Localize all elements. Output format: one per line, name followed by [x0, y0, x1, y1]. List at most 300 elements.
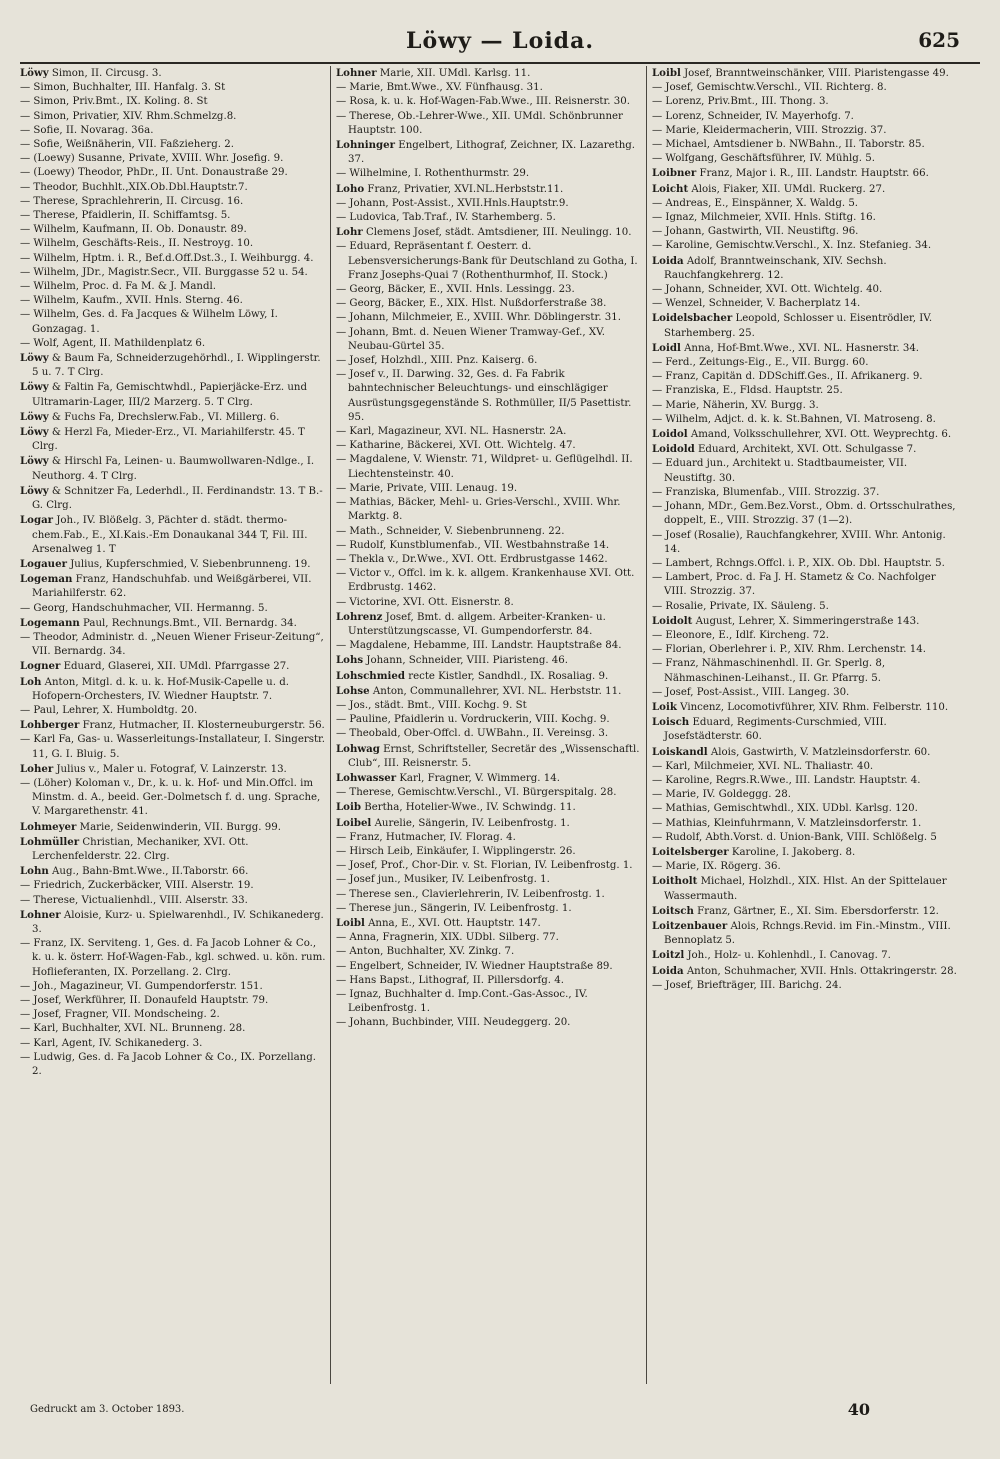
entry-surname: Loh — [20, 675, 42, 688]
directory-entry — [20, 110, 326, 124]
directory-entry — [652, 413, 958, 427]
directory-entry — [652, 110, 958, 124]
entry-text: — Therese jun., Sängerin, IV. Leibenfrostg. 1. — [336, 902, 572, 914]
entry-text: — Ferd., Zeitungs-Eig., E., VII. Burgg. 60. — [652, 357, 869, 369]
directory-entry — [652, 384, 958, 398]
directory-entry — [652, 152, 958, 166]
entry-text: — Ludwig, Ges. d. Fa Jacob Lohner & Co., IX. Porzellang. 2. — [20, 1051, 316, 1078]
directory-entry — [336, 326, 642, 354]
directory-entry — [336, 66, 642, 81]
entry-text: — Rudolf, Abth.Vorst. d. Union-Bank, VIII. Schlößelg. 5 — [652, 831, 937, 843]
directory-entry — [20, 223, 326, 237]
directory-entry — [336, 800, 642, 815]
directory-entry — [652, 370, 958, 384]
entry-text: recte Kistler, Sandhdl., IX. Rosaliag. 9. — [408, 670, 609, 682]
directory-entry — [652, 66, 958, 81]
entry-surname: Loida — [652, 254, 684, 267]
entry-surname: Lohmeyer — [20, 820, 77, 833]
directory-entry — [336, 525, 642, 539]
directory-entry — [652, 948, 958, 963]
directory-entry — [652, 760, 958, 774]
entry-text: — Rosa, k. u. k. Hof-Wagen-Fab.Wwe., III. Reisnerstr. 30. — [336, 96, 630, 108]
directory-entry — [20, 308, 326, 336]
entry-text: — Josef jun., Musiker, IV. Leibenfrostg. 1. — [336, 874, 550, 886]
entry-text: — Therese, Victualienhdl., VIII. Alserstr. 33. — [20, 894, 248, 906]
directory-entry — [20, 1051, 326, 1079]
directory-entry — [20, 733, 326, 761]
signature-mark: 40 — [847, 1400, 870, 1419]
entry-text: — Josef v., II. Darwing. 32, Ges. d. Fa Fabrik bahntechnischer Beleuchtungs- und einschlägiger Ausrüstungsgegenstände S. Rothmüller, II/5 Pasettistr. 95. — [336, 369, 632, 423]
directory-entry — [20, 513, 326, 557]
print-date: Gedruckt am 3. October 1893. — [30, 1404, 185, 1415]
entry-surname: Lohner — [20, 908, 61, 921]
entry-text: & Herzl Fa, Mieder-Erz., VI. Mariahilferstr. 45. T Clrg. — [32, 427, 305, 453]
directory-entry — [652, 874, 958, 903]
directory-entry — [336, 1016, 642, 1030]
entry-text: — Karl, Buchhalter, XVI. NL. Brunneng. 28. — [20, 1023, 246, 1035]
directory-entry — [652, 211, 958, 225]
entry-text: — Katharine, Bäckerei, XVI. Ott. Wichtelg. 47. — [336, 440, 576, 452]
entry-text: — Josef, Fragner, VII. Mondscheing. 2. — [20, 1009, 220, 1021]
directory-entry — [20, 209, 326, 223]
entry-surname: Loibl — [652, 67, 681, 79]
entry-text: — Wilhelm, Hptm. i. R., Bef.d.Off.Dst.3., I. Weihburgg. 4. — [20, 252, 314, 264]
directory-entry — [652, 427, 958, 442]
directory-entry — [336, 699, 642, 713]
directory-entry — [20, 557, 326, 572]
entry-text: — Friedrich, Zuckerbäcker, VIII. Alserstr. 19. — [20, 880, 254, 892]
entry-text: — Wenzel, Schneider, V. Bacherplatz 14. — [652, 298, 861, 310]
entry-text: August, Lehrer, X. Simmeringerstraße 143. — [695, 615, 920, 627]
directory-entry — [652, 529, 958, 557]
entry-surname: Loidl — [652, 341, 681, 354]
directory-entry — [652, 557, 958, 571]
directory-entry — [652, 81, 958, 95]
column-3 — [652, 66, 958, 1384]
directory-entry — [20, 820, 326, 835]
entry-text: — Eduard, Repräsentant f. Oesterr. d. Lebensversicherungs-Bank für Deutschland zu Gotha, I. Franz Josephs-Quai 7 (Rothenthurmhof, II. Stock.) — [336, 241, 638, 281]
directory-entry — [336, 81, 642, 95]
directory-entry — [652, 629, 958, 643]
entry-text: Alois, Gastwirth, V. Matzleinsdorferstr. 60. — [710, 746, 931, 758]
entry-surname: Loibel — [336, 816, 372, 829]
entry-surname: Logner — [20, 660, 61, 673]
entry-surname: Loibl — [336, 916, 365, 929]
directory-entry — [336, 425, 642, 439]
directory-entry — [652, 657, 958, 685]
entry-surname: Logar — [20, 514, 54, 527]
entry-text: Aug., Bahn-Bmt.Wwe., II.Taborstr. 66. — [52, 866, 249, 878]
entry-text: Franz, Hutmacher, II. Klosterneuburgerstr. 56. — [82, 720, 325, 732]
directory-entry — [652, 442, 958, 457]
entry-text: — Theodor, Administr. d. „Neuen Wiener Friseur-Zeitung“, VII. Bernardg. 34. — [20, 631, 324, 658]
entry-surname: Loho — [336, 182, 365, 195]
entry-text: — Josef, Post-Assist., VIII. Langeg. 30. — [652, 686, 850, 698]
entry-surname: Loitholt — [652, 875, 698, 888]
directory-entry — [20, 572, 326, 601]
directory-entry — [652, 283, 958, 297]
directory-entry — [336, 95, 642, 109]
entry-text: — Theodor, Buchhlt.,XIX.Ob.Dbl.Hauptstr.7. — [20, 181, 248, 193]
entry-text: — Hirsch Leib, Einkäufer, I. Wipplingerstr. 26. — [336, 845, 576, 857]
entry-text: — Wilhelm, Kaufm., XVII. Hnls. Sterng. 46. — [20, 295, 243, 307]
directory-entry — [336, 138, 642, 167]
entry-text: — Sofie, Weißnäherin, VII. Faßzieherg. 2. — [20, 139, 234, 151]
directory-entry — [20, 237, 326, 251]
entry-text: Marie, Seidenwinderin, VII. Burgg. 99. — [79, 821, 281, 833]
directory-entry — [652, 802, 958, 816]
directory-entry — [20, 1008, 326, 1022]
entry-text: — Karoline, Gemischtw.Verschl., X. Inz. Stefanieg. 34. — [652, 240, 932, 252]
entry-text: — Wilhelm, Ges. d. Fa Jacques & Wilhelm Löwy, I. Gonzagag. 1. — [20, 309, 278, 335]
entry-text: — Hans Bapst., Lithograf, II. Pillersdorfg. 4. — [336, 974, 564, 986]
entry-surname: Löwy — [20, 67, 49, 79]
entry-surname: Loiskandl — [652, 745, 708, 758]
directory-entry — [336, 482, 642, 496]
entry-surname: Lohwasser — [336, 771, 397, 784]
directory-entry — [652, 239, 958, 253]
entry-text: — Wolfgang, Geschäftsführer, IV. Mühlg. 5. — [652, 153, 875, 165]
entry-text: — Georg, Bäcker, E., XVII. Hnls. Lessingg. 23. — [336, 284, 575, 296]
directory-entry — [652, 788, 958, 802]
directory-entry — [652, 904, 958, 919]
entry-surname: Lohse — [336, 684, 370, 697]
directory-entry — [336, 816, 642, 831]
directory-entry — [336, 873, 642, 887]
directory-entry — [20, 1037, 326, 1051]
entry-text: — Mathias, Bäcker, Mehl- u. Gries-Verschl., XVIII. Whr. Marktg. 8. — [336, 497, 621, 523]
entry-text: — Karl, Magazineur, XVI. NL. Hasnerstr. 2A. — [336, 426, 567, 438]
directory-entry — [336, 553, 642, 567]
header-rule — [20, 62, 980, 64]
entry-text: Alois, Rchngs.Revid. im Fin.-Minstm., VIII. Bennoplatz 5. — [664, 920, 951, 947]
directory-entry — [336, 453, 642, 481]
entry-text: — Anton, Buchhalter, XV. Zinkg. 7. — [336, 946, 515, 958]
entry-text: Franz, Major i. R., III. Landstr. Hauptstr. 66. — [699, 168, 929, 180]
entry-text: Julius, Kupferschmied, V. Siebenbrunneng. 19. — [70, 558, 311, 570]
page-title: Löwy — Loida. — [406, 28, 594, 54]
directory-entry — [336, 197, 642, 211]
entry-text: — Ludovica, Tab.Traf., IV. Starhemberg. 5. — [336, 212, 556, 224]
entry-text: — Johann, Buchbinder, VIII. Neudeggerg. 20. — [336, 1017, 571, 1029]
entry-text: Paul, Rechnungs.Bmt., VII. Bernardg. 34. — [83, 617, 297, 629]
directory-entry — [20, 351, 326, 380]
directory-entry — [336, 831, 642, 845]
directory-entry — [652, 399, 958, 413]
entry-text: — Math., Schneider, V. Siebenbrunneng. 22. — [336, 525, 565, 537]
entry-surname: Loib — [336, 801, 361, 814]
directory-entry — [336, 713, 642, 727]
entry-text: — Mathias, Kleinfuhrmann, V. Matzleinsdorferstr. 1. — [652, 817, 922, 829]
directory-entry — [336, 916, 642, 931]
entry-text: Bertha, Hotelier-Wwe., IV. Schwindg. 11. — [364, 802, 576, 814]
entry-surname: Lohrenz — [336, 610, 383, 623]
entry-text: — Simon, Priv.Bmt., IX. Koling. 8. St — [20, 96, 208, 108]
directory-entry — [336, 902, 642, 916]
entry-surname: Lohs — [336, 654, 364, 667]
entry-text: — Wilhelm, Proc. d. Fa M. & J. Mandl. — [20, 281, 217, 293]
entry-text: — Wilhelm, Geschäfts-Reis., II. Nestroyg. 10. — [20, 238, 254, 250]
entry-text: — Thekla v., Dr.Wwe., XVI. Ott. Erdbrustgasse 1462. — [336, 553, 608, 565]
entry-text: & Baum Fa, Schneiderzugehörhdl., I. Wipplingerstr. 5 u. 7. T Clrg. — [32, 353, 321, 379]
entry-text: — Paul, Lehrer, X. Humboldtg. 20. — [20, 704, 198, 716]
directory-entry — [20, 718, 326, 733]
entry-text: Clemens Josef, städt. Amtsdiener, III. Neulingg. 10. — [365, 227, 632, 239]
directory-entry — [20, 675, 326, 704]
entry-text: — Ignaz, Buchhalter d. Imp.Cont.-Gas-Assoc., IV. Leibenfrostg. 1. — [336, 989, 588, 1015]
directory-entry — [20, 835, 326, 864]
entry-text: — Johann, Bmt. d. Neuen Wiener Tramway-Gef., XV. Neubau-Gürtel 35. — [336, 326, 605, 352]
directory-entry — [336, 653, 642, 668]
directory-entry — [652, 254, 958, 283]
directory-entry — [336, 988, 642, 1016]
directory-entry — [20, 454, 326, 483]
entry-text: — Marie, Kleidermacherin, VIII. Strozzig. 37. — [652, 124, 887, 136]
entry-text: — Wilhelmine, I. Rothenthurmstr. 29. — [336, 168, 530, 180]
directory-entry — [336, 859, 642, 873]
entry-text: & Fuchs Fa, Drechslerw.Fab., VI. Millerg. 6. — [51, 411, 280, 423]
entry-text: & Faltin Fa, Gemischtwhdl., Papierjäcke-Erz. und Ultramarin-Lager, III/2 Marzerg. 5. T Clrg. — [32, 382, 307, 408]
directory-entry — [652, 686, 958, 700]
directory-entry — [652, 182, 958, 197]
directory-entry — [336, 225, 642, 240]
directory-entry — [652, 774, 958, 788]
directory-entry — [20, 337, 326, 351]
directory-entry — [652, 571, 958, 599]
entry-surname: Loitsch — [652, 904, 694, 917]
directory-entry — [20, 124, 326, 138]
entry-surname: Löwy — [20, 352, 49, 365]
entry-text: — Wolf, Agent, II. Mathildenplatz 6. — [20, 337, 206, 349]
entry-surname: Lohner — [336, 67, 377, 79]
directory-entry — [652, 225, 958, 239]
entry-text: — Lambert, Rchngs.Offcl. i. P., XIX. Ob. Dbl. Hauptstr. 5. — [652, 557, 945, 569]
entry-text: — Marie, IV. Goldeggg. 28. — [652, 789, 791, 801]
entry-text: Anna, Hof-Bmt.Wwe., XVI. NL. Hasnerstr. 34. — [684, 342, 920, 354]
entry-text: — Rosalie, Private, IX. Säuleng. 5. — [652, 600, 829, 612]
entry-text: Josef, Branntweinschänker, VIII. Piaristengasse 49. — [684, 68, 949, 79]
directory-entry — [336, 727, 642, 741]
entry-text: Michael, Holzhdl., XIX. Hlst. An der Spittelauer Wassermauth. — [664, 876, 947, 902]
directory-entry — [336, 669, 642, 684]
directory-entry — [20, 294, 326, 308]
directory-entry — [652, 311, 958, 340]
entry-text: Alois, Fiaker, XII. UMdl. Ruckerg. 27. — [691, 183, 886, 195]
directory-entry — [20, 864, 326, 879]
entry-text: — (Löher) Koloman v., Dr., k. u. k. Hof- und Min.Offcl. im Minstm. d. A., beeid. Ger.-Dolmetsch f. d. ung. Sprache, V. Margarethenstr. 41. — [20, 777, 321, 818]
directory-entry — [652, 643, 958, 657]
directory-entry — [20, 1022, 326, 1036]
page-header — [20, 18, 980, 62]
entry-text: — Josef, Briefträger, III. Barichg. 24. — [652, 979, 842, 991]
entry-text: — Karl, Milchmeier, XVI. NL. Thaliastr. 40. — [652, 760, 874, 772]
entry-surname: Lohwag — [336, 742, 380, 755]
entry-text: Eduard, Glaserei, XII. UMdl. Pfarrgasse 27. — [63, 661, 290, 673]
directory-entry — [20, 994, 326, 1008]
directory-entry — [20, 631, 326, 659]
entry-surname: Loidolt — [652, 614, 693, 627]
entry-text: — Karoline, Regrs.R.Wwe., III. Landstr. Hauptstr. 4. — [652, 774, 921, 786]
entry-text: — Georg, Bäcker, E., XIX. Hlst. Nußdorferstraße 38. — [336, 298, 607, 310]
entry-text: — Karl, Agent, IV. Schikanederg. 3. — [20, 1037, 203, 1049]
directory-entry — [336, 368, 642, 425]
entry-text: — Franz, Capitän d. DDSchiff.Ges., II. Afrikanerg. 9. — [652, 371, 923, 383]
entry-surname: Loitzenbauer — [652, 919, 728, 932]
entry-text: — Karl Fa, Gas- u. Wasserleitungs-Installateur, I. Singerstr. 11, G. I. Bluig. 5. — [20, 734, 326, 760]
directory-entry — [336, 596, 642, 610]
directory-entry — [336, 283, 642, 297]
entry-text: — Johann, Post-Assist., XVII.Hnls.Hauptstr.9. — [336, 197, 569, 209]
directory-entry — [652, 297, 958, 311]
entry-text: — Josef, Werkführer, II. Donaufeld Hauptstr. 79. — [20, 995, 269, 1006]
entry-text: — (Loewy) Theodor, PhDr., II. Unt. Donaustraße 29. — [20, 167, 288, 179]
directory-entry — [336, 567, 642, 595]
entry-text: Karl, Fragner, V. Wimmerg. 14. — [399, 772, 560, 784]
column-divider — [646, 66, 647, 1384]
directory-entry — [652, 614, 958, 629]
directory-entry — [652, 341, 958, 356]
directory-entry — [20, 484, 326, 513]
directory-entry — [20, 762, 326, 777]
entry-surname: Lohninger — [336, 139, 396, 152]
directory-entry — [20, 166, 326, 180]
entry-text: Aurelie, Sängerin, IV. Leibenfrostg. 1. — [374, 817, 570, 829]
directory-entry — [652, 500, 958, 528]
entry-text: — Franziska, E., Fldsd. Hauptstr. 25. — [652, 385, 843, 397]
entry-text: Leopold, Schlosser u. Eisentrödler, IV. Starhemberg. 25. — [664, 313, 933, 339]
directory-entry — [20, 777, 326, 820]
directory-entry — [336, 311, 642, 325]
entry-surname: Lohmüller — [20, 835, 80, 848]
entry-text: Franz, Gärtner, E., XI. Sim. Ebersdorferstr. 12. — [697, 905, 939, 917]
entry-surname: Löwy — [20, 410, 49, 423]
entry-surname: Loitelsberger — [652, 845, 729, 858]
entry-text: Anton, Communallehrer, XVI. NL. Herbststr. 11. — [372, 685, 622, 697]
entry-text: — Victorine, XVI. Ott. Eisnerstr. 8. — [336, 596, 514, 608]
entry-text: Adolf, Branntweinschank, XIV. Sechsh. Rauchfangkehrerg. 12. — [664, 255, 887, 281]
entry-text: — Joh., Magazineur, VI. Gumpendorferstr. 151. — [20, 980, 263, 992]
directory-entry — [336, 960, 642, 974]
entry-text: — (Loewy) Susanne, Private, XVIII. Whr. Josefig. 9. — [20, 153, 284, 165]
entry-surname: Löwy — [20, 484, 49, 497]
directory-entry — [336, 240, 642, 283]
entry-text: Joh., IV. Blößelg. 3, Pächter d. städt. thermo-chem.Fab., E., XI.Kais.-Em Donaukanal 344 T, Fil. III. Arsenalweg 1. T — [32, 515, 308, 555]
directory-entry — [20, 181, 326, 195]
directory-entry — [652, 166, 958, 181]
directory-entry — [336, 167, 642, 181]
entry-text: Eduard, Regiments-Curschmied, VIII. Josefstädterstr. 60. — [664, 717, 887, 743]
directory-entry — [652, 817, 958, 831]
entry-text: — Simon, Buchhalter, III. Hanfalg. 3. St — [20, 82, 226, 94]
entry-surname: Löwy — [20, 426, 49, 439]
directory-entry — [20, 602, 326, 616]
entry-text: — Andreas, E., Einspänner, X. Waldg. 5. — [652, 197, 859, 209]
entry-text: Engelbert, Lithograf, Zeichner, IX. Lazarethg. 37. — [348, 140, 636, 166]
directory-entry — [652, 845, 958, 860]
entry-text: — Lorenz, Priv.Bmt., III. Thong. 3. — [652, 96, 829, 108]
entry-text: — Therese, Gemischtw.Verschl., VI. Bürgerspitalg. 28. — [336, 787, 617, 799]
entry-text: — Georg, Handschuhmacher, VII. Hermanng. 5. — [20, 602, 268, 614]
entry-text: — Johann, MDr., Gem.Bez.Vorst., Obm. d. Ortsschulrathes, doppelt, E., VIII. Strozzig. 37 (1—2). — [652, 501, 956, 527]
directory-entry — [652, 831, 958, 845]
directory-entry — [652, 124, 958, 138]
directory-entry — [336, 610, 642, 639]
page-footer — [20, 1400, 980, 1430]
entry-text: — Engelbert, Schneider, IV. Wiedner Hauptstraße 89. — [336, 960, 613, 972]
entry-text: Anton, Mitgl. d. k. u. k. Hof-Musik-Capelle u. d. Hofopern-Orchesters, IV. Wiedner Hauptstr. 7. — [32, 676, 289, 702]
entry-text: — Florian, Oberlehrer i. P., XIV. Rhm. Lerchenstr. 14. — [652, 644, 926, 656]
entry-text: — Wilhelm, Kaufmann, II. Ob. Donaustr. 89. — [20, 224, 247, 236]
directory-entry — [336, 684, 642, 699]
directory-entry — [336, 974, 642, 988]
directory-entry — [20, 380, 326, 409]
directory-entry — [652, 600, 958, 614]
entry-text: — Lorenz, Schneider, IV. Mayerhofg. 7. — [652, 110, 854, 122]
entry-text: Christian, Mechaniker, XVI. Ott. Lerchenfelderstr. 22. Clrg. — [32, 836, 249, 862]
entry-text: & Schnitzer Fa, Lederhdl., II. Ferdinandstr. 13. T B.-G. Clrg. — [32, 485, 323, 512]
entry-text: — Pauline, Pfaidlerin u. Vordruckerin, VIII. Kochg. 9. — [336, 714, 610, 726]
entry-surname: Logemann — [20, 616, 80, 629]
entry-text: — Josef (Rosalie), Rauchfangkehrer, XVIII. Whr. Antonig. 14. — [652, 529, 946, 555]
entry-text: Julius v., Maler u. Fotograf, V. Lainzerstr. 13. — [56, 763, 287, 775]
entry-text: & Hirschl Fa, Leinen- u. Baumwollwaren-Ndlge., I. Neuthorg. 4. T Clrg. — [32, 456, 315, 482]
page-number: 625 — [918, 28, 960, 52]
entry-text: Karoline, I. Jakoberg. 8. — [731, 846, 856, 858]
entry-text: — Therese, Ob.-Lehrer-Wwe., XII. UMdl. Schönbrunner Hauptstr. 100. — [336, 110, 623, 136]
directory-entry — [20, 425, 326, 454]
entry-surname: Loher — [20, 762, 54, 775]
entry-surname: Loidold — [652, 443, 695, 456]
entry-text: — Josef, Holzhdl., XIII. Pnz. Kaiserg. 6. — [336, 355, 538, 367]
entry-text: — Josef, Gemischtw.Verschl., VII. Richterg. 8. — [652, 82, 887, 94]
directory-entry — [652, 919, 958, 948]
entry-text: — Jos., städt. Bmt., VIII. Kochg. 9. St — [336, 699, 527, 711]
column-2 — [336, 66, 642, 1384]
entry-text: Joh., Holz- u. Kohlenhdl., I. Canovag. 7. — [687, 950, 891, 962]
directory-entry — [652, 964, 958, 979]
entry-surname: Loitzl — [652, 949, 685, 962]
entry-text: — Therese, Sprachlehrerin, II. Circusg. 16. — [20, 195, 244, 207]
entry-surname: Löwy — [20, 381, 49, 394]
directory-entry — [652, 700, 958, 715]
entry-surname: Loidol — [652, 428, 688, 441]
directory-entry — [20, 66, 326, 81]
entry-surname: Logauer — [20, 557, 67, 570]
directory-entry — [20, 704, 326, 718]
entry-text: — Marie, Näherin, XV. Burgg. 3. — [652, 399, 819, 411]
entry-text: — Theobald, Ober-Offcl. d. UWBahn., II. Vereinsg. 3. — [336, 728, 609, 740]
entry-text: — Lambert, Proc. d. Fa J. H. Stametz & Co. Nachfolger VIII. Strozzig. 37. — [652, 572, 936, 598]
entry-text: — Johann, Gastwirth, VII. Neustiftg. 96. — [652, 226, 859, 238]
entry-text: — Victor v., Offcl. im k. k. allgem. Krankenhause XVI. Ott. Erdbrustg. 1462. — [336, 568, 635, 594]
entry-text: Marie, XII. UMdl. Karlsg. 11. — [379, 68, 531, 79]
entry-text: Eduard, Architekt, XVI. Ott. Schulgasse 7. — [698, 444, 917, 456]
directory-entry — [20, 95, 326, 109]
directory-entry — [336, 786, 642, 800]
directory-entry — [20, 908, 326, 937]
entry-text: — Mathias, Gemischtwhdl., XIX. UDbl. Karlsg. 120. — [652, 803, 918, 815]
entry-text: — Franz, IX. Serviteng. 1, Ges. d. Fa Jacob Lohner & Co., k. u. k. österr. Hof-Wagen-Fab., kgl. schwed. u. kön. rum. Hoflieferanten, IX. Porzellang. 2. Clrg. — [20, 938, 326, 978]
entry-text: Anton, Schuhmacher, XVII. Hnls. Ottakringerstr. 28. — [686, 965, 957, 977]
directory-entry — [336, 931, 642, 945]
directory-entry — [20, 252, 326, 266]
entry-text: — Ignaz, Milchmeier, XVII. Hnls. Stiftg. 16. — [652, 212, 876, 224]
directory-entry — [20, 138, 326, 152]
directory-entry — [652, 715, 958, 744]
entry-text: Amand, Volksschullehrer, XVI. Ott. Weyprechtg. 6. — [690, 429, 952, 441]
directory-entry — [20, 659, 326, 674]
entry-text: — Franziska, Blumenfab., VIII. Strozzig. 37. — [652, 486, 880, 498]
